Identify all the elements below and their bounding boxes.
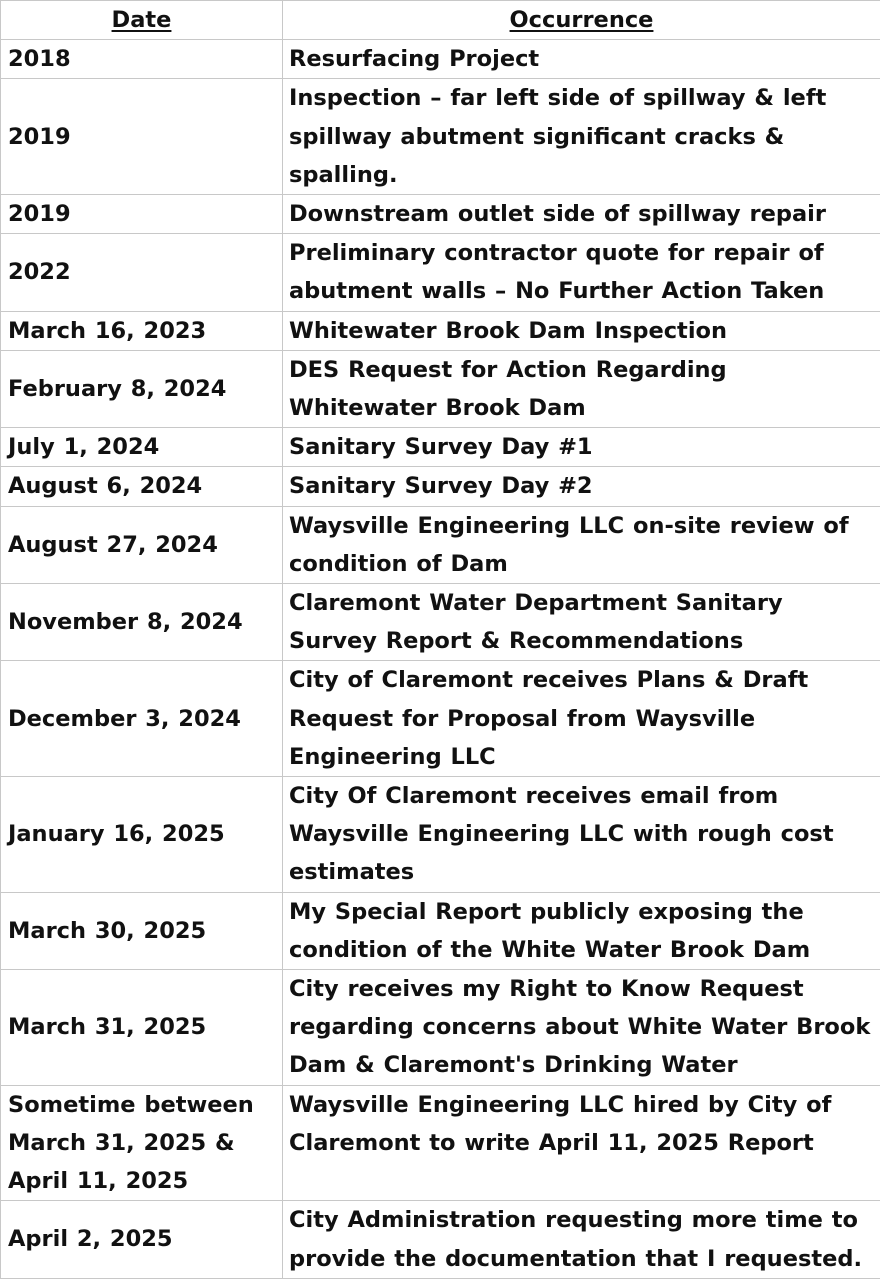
date-cell: March 30, 2025 xyxy=(1,892,283,969)
occurrence-cell: Preliminary contractor quote for repair of abutment walls – No Further Action Taken xyxy=(283,234,880,311)
occurrence-cell: City receives my Right to Know Request regarding concerns about White Water Brook Dam & Claremont's Drinking Water xyxy=(283,970,880,1086)
table-row xyxy=(1,428,880,467)
occurrence-cell: City of Claremont receives Plans & Draft Request for Proposal from Waysville Engineering LLC xyxy=(283,661,880,777)
table-row xyxy=(1,584,880,661)
table-row xyxy=(1,661,880,777)
date-cell: March 16, 2023 xyxy=(1,311,283,350)
table-row xyxy=(1,467,880,506)
date-cell: 2018 xyxy=(1,40,283,79)
date-cell: November 8, 2024 xyxy=(1,584,283,661)
date-cell: August 27, 2024 xyxy=(1,506,283,583)
table-row xyxy=(1,79,880,195)
date-cell: Sometime between March 31, 2025 & April 11, 2025 xyxy=(1,1085,283,1201)
date-cell: February 8, 2024 xyxy=(1,350,283,427)
date-cell: July 1, 2024 xyxy=(1,428,283,467)
date-cell: 2019 xyxy=(1,195,283,234)
table-row xyxy=(1,970,880,1086)
table-row xyxy=(1,1085,880,1201)
date-cell: March 31, 2025 xyxy=(1,970,283,1086)
table-row xyxy=(1,350,880,427)
table-row xyxy=(1,234,880,311)
occurrence-cell: Sanitary Survey Day #1 xyxy=(283,428,880,467)
table-row xyxy=(1,892,880,969)
date-cell: April 2, 2025 xyxy=(1,1201,283,1278)
date-cell: August 6, 2024 xyxy=(1,467,283,506)
table-row xyxy=(1,1201,880,1278)
occurrence-cell: DES Request for Action Regarding Whitewater Brook Dam xyxy=(283,350,880,427)
occurrence-cell: Sanitary Survey Day #2 xyxy=(283,467,880,506)
date-cell: January 16, 2025 xyxy=(1,777,283,893)
occurrence-cell: Whitewater Brook Dam Inspection xyxy=(283,311,880,350)
occurrence-cell: City Administration requesting more time to provide the documentation that I requested. xyxy=(283,1201,880,1278)
table-row xyxy=(1,777,880,893)
occurrence-cell: Waysville Engineering LLC hired by City of Claremont to write April 11, 2025 Report xyxy=(283,1085,880,1201)
occurrence-cell: My Special Report publicly exposing the condition of the White Water Brook Dam xyxy=(283,892,880,969)
date-column-header: Date xyxy=(1,1,283,40)
occurrence-cell: Resurfacing Project xyxy=(283,40,880,79)
occurrence-column-header: Occurrence xyxy=(283,1,880,40)
occurrence-cell: Downstream outlet side of spillway repair xyxy=(283,195,880,234)
header-row xyxy=(1,1,880,40)
date-cell: December 3, 2024 xyxy=(1,661,283,777)
occurrence-cell: Waysville Engineering LLC on-site review of condition of Dam xyxy=(283,506,880,583)
occurrence-cell: City Of Claremont receives email from Waysville Engineering LLC with rough cost estimates xyxy=(283,777,880,893)
table-row xyxy=(1,40,880,79)
occurrence-cell: Inspection – far left side of spillway & left spillway abutment significant cracks & spalling. xyxy=(283,79,880,195)
table-row xyxy=(1,195,880,234)
date-cell: 2022 xyxy=(1,234,283,311)
occurrence-cell: Claremont Water Department Sanitary Survey Report & Recommendations xyxy=(283,584,880,661)
date-cell: 2019 xyxy=(1,79,283,195)
table-row xyxy=(1,311,880,350)
table-row xyxy=(1,506,880,583)
